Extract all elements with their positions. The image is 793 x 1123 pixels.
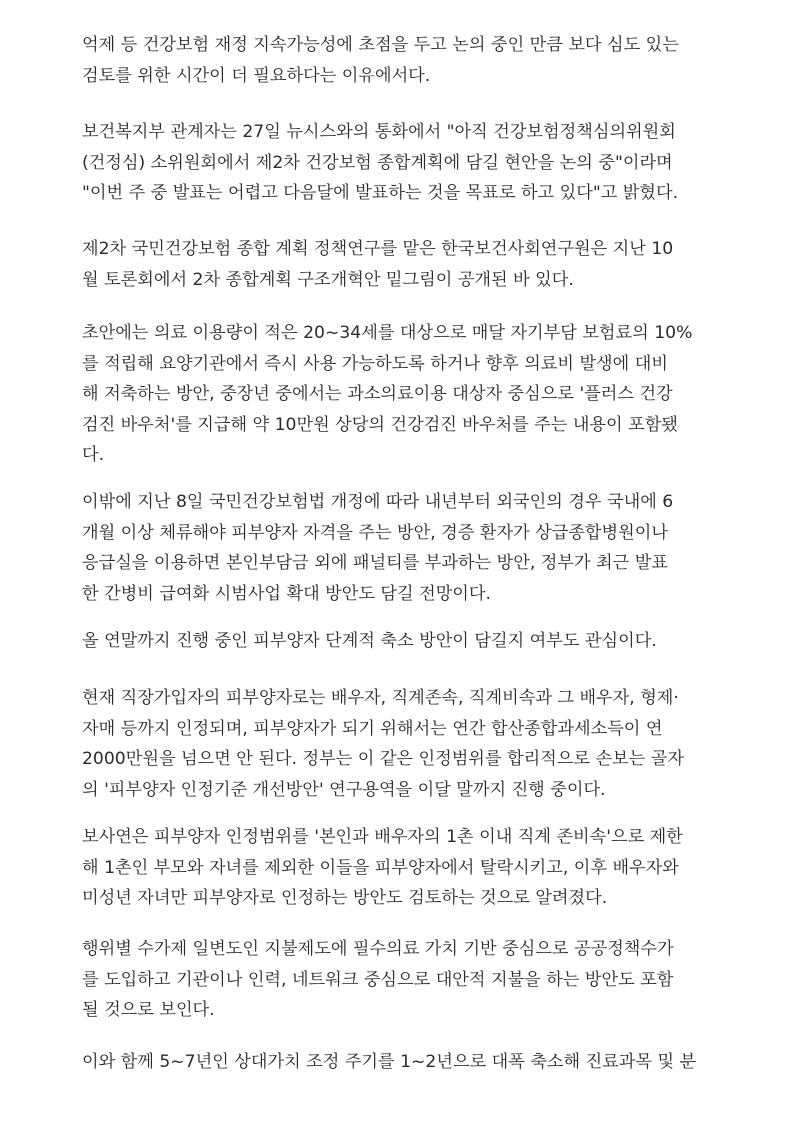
text-line: 응급실을 이용하면 본인부담금 외에 패널티를 부과하는 방안, 정부가 최근 발표 <box>82 553 668 573</box>
paragraph-9 <box>82 934 712 1026</box>
text-line: 될 것으로 보인다. <box>82 1000 215 1020</box>
text-line: 2000만원을 넘으면 안 된다. 정부는 이 같은 인정범위를 합리적으로 손보는 골자 <box>82 749 684 769</box>
text-line: 를 적립해 요양기관에서 즉시 사용 가능하도록 하거나 향후 의료비 발생에 대비 <box>82 353 668 374</box>
text-line: 다. <box>82 445 105 465</box>
text-line: 개월 이상 체류해야 피부양자 자격을 주는 방안, 경증 환자가 상급종합병원이나 <box>82 522 668 543</box>
paragraph-5 <box>82 487 712 609</box>
paragraph-6 <box>82 626 712 657</box>
paragraph-4 <box>82 318 712 471</box>
paragraph-2 <box>82 117 712 209</box>
text-line: "이번 주 중 발표는 어렵고 다음달에 발표하는 것을 목표로 하고 있다"고 밝혔다. <box>82 183 679 203</box>
text-line: 초안에는 의료 이용량이 적은 20~34세를 대상으로 매달 자기부담 보험료의 10% <box>82 323 693 343</box>
text-line: 제2차 국민건강보험 종합 계획 정책연구를 맡은 한국보건사회연구원은 지난 10 <box>82 239 674 259</box>
text-line: 행위별 수가제 일변도인 지불제도에 필수의료 가치 기반 중심으로 공공정책수가 <box>82 939 674 959</box>
text-line: 의 '피부양자 인정기준 개선방안' 연구용역을 이달 말까지 진행 중이다. <box>82 779 606 800</box>
text-line: 검토를 위한 시간이 더 필요하다는 이유에서다. <box>82 65 431 86</box>
text-line: 해 저축하는 방안, 중장년 중에서는 과소의료이용 대상자 중심으로 '플러스 건강 <box>82 384 673 404</box>
text-line: 한 간병비 급여화 시범사업 확대 방안도 담길 전망이다. <box>82 583 491 604</box>
paragraph-8 <box>82 822 712 914</box>
paragraph-7 <box>82 683 712 805</box>
text-line: 이밖에 지난 8일 국민건강보험법 개정에 따라 내년부터 외국인의 경우 국내에 6 <box>82 492 674 512</box>
text-line: 이와 함께 5~7년인 상대가치 조정 주기를 1~2년으로 대폭 축소해 진료과목 및 분 <box>82 1052 697 1072</box>
text-line: 보사연은 피부양자 인정범위를 '본인과 배우자의 1촌 이내 직계 존비속'으로 제한 <box>82 827 683 847</box>
text-line: 미성년 자녀만 피부양자로 인정하는 방안도 검토하는 것으로 알려졌다. <box>82 888 608 908</box>
paragraph-3 <box>82 234 712 295</box>
text-line: 해 1촌인 부모와 자녀를 제외한 이들을 피부양자에서 탈락시키고, 이후 배우자와 <box>82 857 679 878</box>
text-line: 억제 등 건강보험 재정 지속가능성에 초점을 두고 논의 중인 만큼 보다 심도 있는 <box>82 35 679 55</box>
paragraph-10 <box>82 1047 712 1078</box>
paragraph-1 <box>82 30 712 91</box>
text-line: 를 도입하고 기관이나 인력, 네트워크 중심으로 대안적 지불을 하는 방안도 포함 <box>82 969 674 990</box>
text-line: 자매 등까지 인정되며, 피부양자가 되기 위해서는 연간 합산종합과세소득이 연 <box>82 718 663 739</box>
text-line: (건정심) 소위원회에서 제2차 건강보험 종합계획에 담길 현안을 논의 중"이라며 <box>82 152 673 173</box>
text-line: 월 토론회에서 2차 종합계획 구조개혁안 밑그림이 공개된 바 있다. <box>82 269 574 290</box>
text-line: 보건복지부 관계자는 27일 뉴시스와의 통화에서 "아직 건강보험정책심의위원회 <box>82 122 676 142</box>
text-line: 검진 바우처'를 지급해 약 10만원 상당의 건강검진 바우처를 주는 내용이 포함됐 <box>82 414 678 435</box>
text-line: 올 연말까지 진행 중인 피부양자 단계적 축소 방안이 담길지 여부도 관심이다. <box>82 631 657 651</box>
text-line: 현재 직장가입자의 피부양자로는 배우자, 직계존속, 직계비속과 그 배우자, 형제· <box>82 688 679 708</box>
